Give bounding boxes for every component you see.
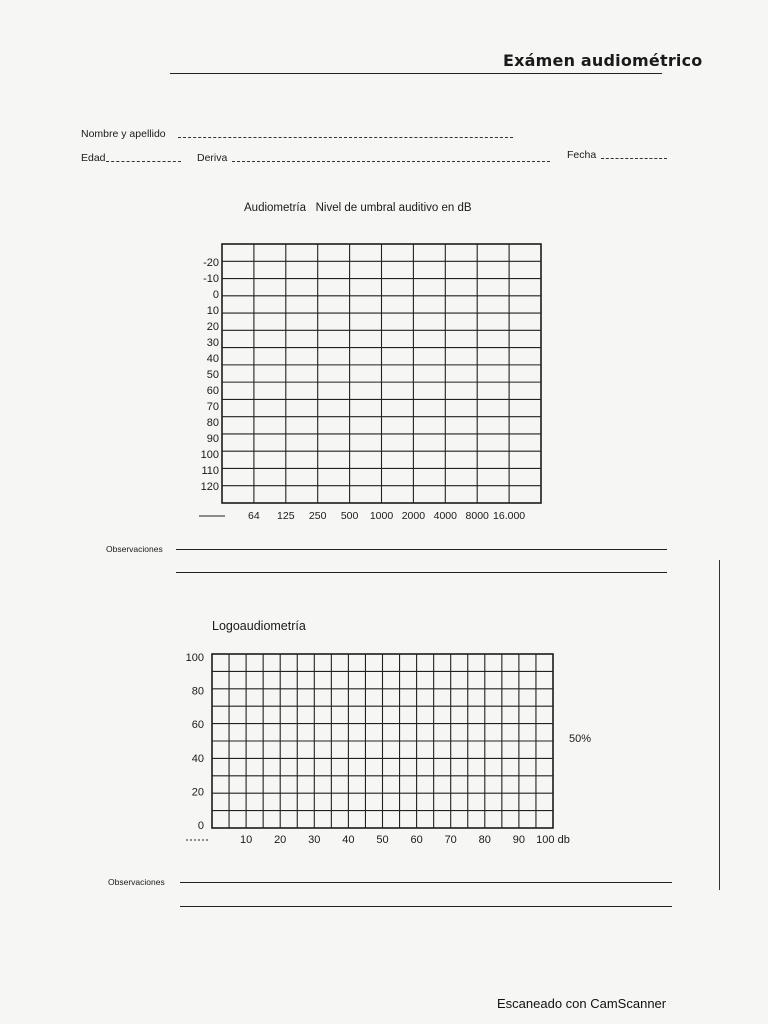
scanner-watermark: Escaneado con CamScanner (497, 996, 667, 1011)
logoaudiometry-x-tick-label: 70 (444, 834, 457, 846)
logoaudiometry-x-tick-label: 90 (512, 834, 526, 846)
referral-field-line[interactable] (232, 161, 550, 162)
audiometry-x-tick-label: 250 (308, 510, 327, 522)
audiometry-y-tick-label: 0 (212, 288, 219, 301)
audiometry-x-tick-label: 8000 (465, 510, 489, 522)
observations-line-2a[interactable] (180, 882, 672, 883)
logoaudiometry-y-tick-label: 60 (191, 719, 204, 732)
date-field-line[interactable] (601, 158, 667, 159)
audiometry-grid (222, 244, 541, 503)
observations-line-2b[interactable] (180, 906, 672, 907)
logoaudiometry-y-tick-label: 20 (191, 786, 204, 799)
logoaudiometry-y-tick-label: 40 (191, 752, 204, 765)
name-label: Nombre y apellido (81, 128, 166, 140)
audiometry-y-tick-label: 70 (206, 400, 219, 413)
logoaudiometry-x-tick-label: 30 (308, 834, 321, 846)
logoaudiometry-y-tick-label: 100 (185, 652, 204, 664)
audiometry-y-tick-label: 110 (201, 464, 219, 477)
logoaudiometry-x-ticks (186, 834, 570, 846)
logoaudiometry-x-tick-label: 20 (274, 834, 287, 846)
audiometry-y-tick-label: 20 (206, 320, 219, 333)
audiometry-y-tick-label: 40 (206, 352, 219, 365)
referral-label: Deriva (197, 152, 228, 164)
logoaudiometry-x-tick-label: 50 (376, 834, 389, 846)
audiometry-y-tick-label: -20 (203, 257, 219, 269)
audiometry-x-tick-label: 4000 (433, 510, 457, 522)
audiometry-y-tick-label: 10 (206, 304, 219, 317)
audiometry-y-tick-label: 100 (200, 448, 219, 461)
date-label: Fecha (567, 149, 597, 161)
audiometry-x-ticks (199, 510, 525, 522)
audiometry-y-tick-label: 60 (206, 384, 219, 397)
audiometry-y-tick-label: 120 (200, 480, 219, 493)
observations-line-1b[interactable] (176, 572, 667, 573)
logoaudiometry-x-tick-label: 60 (410, 834, 423, 846)
audiometry-x-tick-label: 500 (340, 510, 359, 522)
observations-label-2: Observaciones (108, 877, 165, 887)
audiometry-y-tick-label: -10 (203, 272, 219, 285)
age-field-line[interactable] (106, 161, 181, 162)
logoaudiometry-x-tick-label: 100 db (536, 834, 570, 846)
form-title: Exámen audiométrico (503, 51, 703, 70)
title-underline (170, 73, 662, 74)
audiometry-x-tick-label: 16.000 (493, 510, 526, 522)
logoaudiometry-y-tick-label: 80 (191, 685, 204, 698)
fifty-percent-note: 50% (569, 733, 592, 745)
observations-line-1a[interactable] (176, 549, 667, 550)
logoaudiometry-chart-title: Logoaudiometría (212, 619, 306, 633)
logoaudiometry-chart (180, 645, 590, 850)
audiometry-y-tick-label: 90 (206, 432, 219, 445)
audiometry-y-ticks (201, 257, 219, 493)
page-fold-shadow (719, 560, 720, 890)
audiometry-x-tick-label: 64 (248, 510, 260, 522)
audiometry-chart (195, 238, 555, 528)
audiometry-x-tick-label: 125 (277, 510, 295, 522)
logoaudiometry-x-tick-label: 80 (478, 834, 491, 846)
logoaudiometry-x-tick-label: 40 (342, 834, 355, 846)
audiometry-x-tick-label: 1000 (369, 510, 394, 522)
name-field-line[interactable] (178, 137, 513, 138)
logoaudiometry-x-tick-label: 10 (239, 834, 253, 846)
audiometry-y-tick-label: 30 (206, 336, 219, 349)
logoaudiometry-grid (212, 654, 553, 828)
audiometry-y-tick-label: 80 (206, 416, 219, 429)
audiometry-x-tick-label: 2000 (401, 510, 426, 522)
logoaudiometry-y-tick-label: 0 (197, 820, 204, 832)
audiometry-chart-title: Audiometría Nivel de umbral auditivo en dB (244, 202, 472, 214)
observations-label-1: Observaciones (106, 544, 163, 554)
logoaudiometry-y-ticks (186, 652, 204, 832)
audiometry-y-tick-label: 50 (206, 368, 219, 381)
age-label: Edad (81, 152, 106, 164)
